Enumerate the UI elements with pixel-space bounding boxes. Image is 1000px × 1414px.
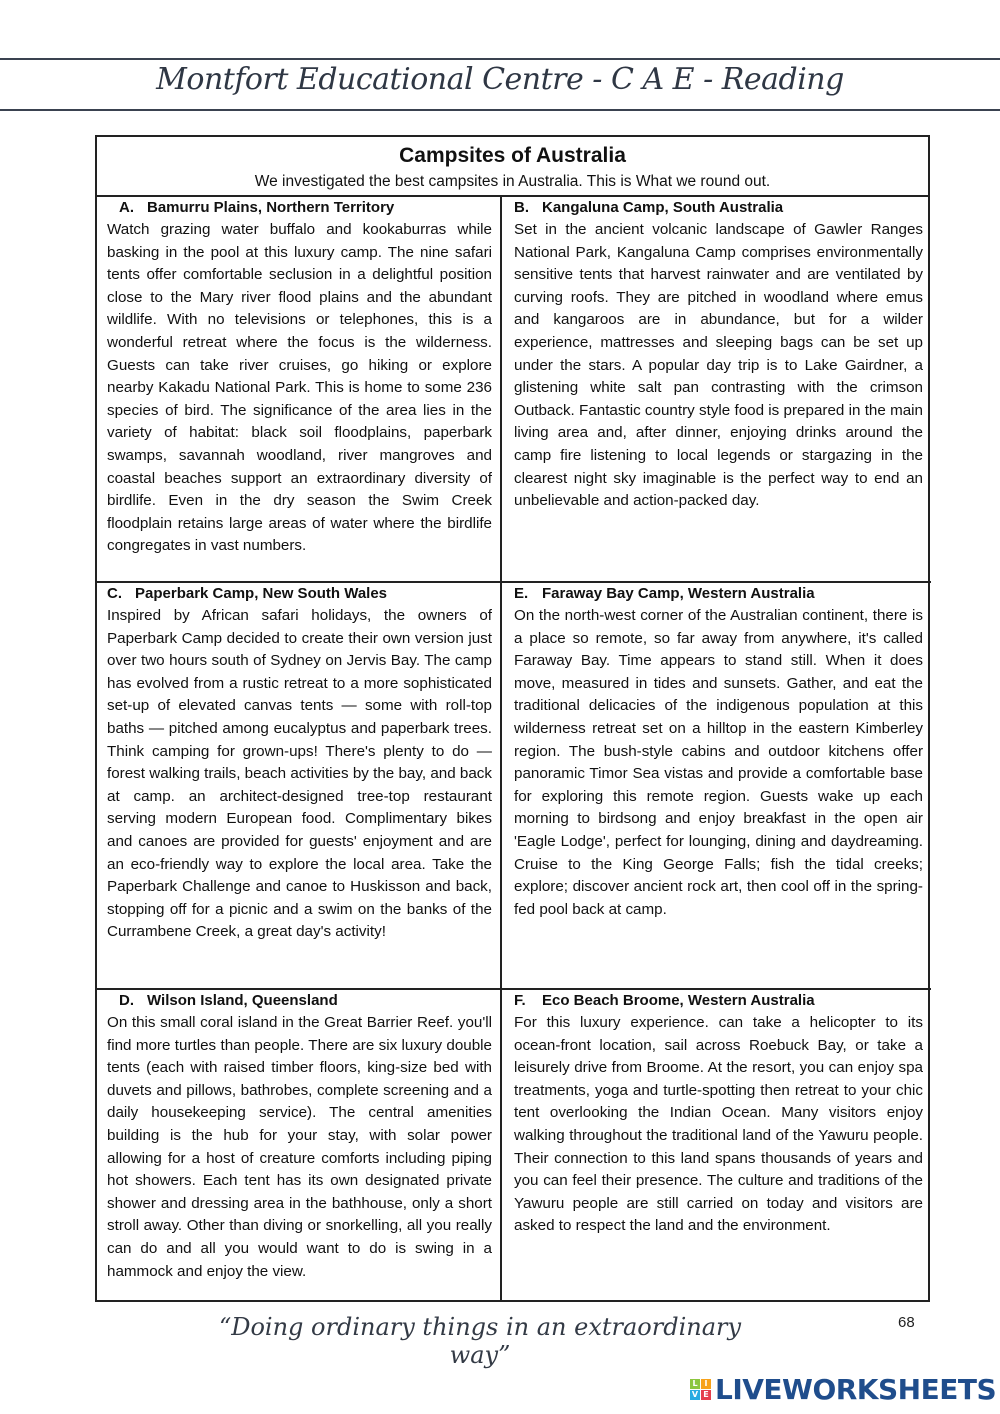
section-text: On this small coral island in the Great Barrier Reef. you'll find more turtles than people. There are six luxury double tents (each with raised timber floors, king-size bed with duvets and pillows, bathrobes, complete screening and a daily housekeeping service). The central amenities building is the hub for your stay, with solar power allowing for a host of creature comforts including piping hot showers. Each tent has its own designated private shower and dressing area in the bathhouse, only a short stroll away. Other than diving or snorkelling, all you really can do and all you would want to do is swing in a hammock and enjoy the view. — [107, 1014, 492, 1280]
section-a — [97, 197, 502, 581]
campsites-table — [95, 135, 930, 1302]
liveworksheets-logo-icon — [690, 1379, 711, 1400]
section-letter: B. — [514, 199, 529, 216]
section-d — [97, 988, 502, 1302]
header-rule-top — [0, 58, 1000, 60]
section-letter: E. — [514, 585, 529, 602]
section-heading — [107, 583, 492, 605]
logo-tile: L — [690, 1379, 700, 1389]
section-title: Wilson Island, Queensland — [147, 992, 338, 1009]
section-text: Set in the ancient volcanic landscape of Gawler Ranges National Park, Kangaluna Camp comprises environmentally sensitive tents that harvest rainwater and are ventilated by curving roofs. They are pitched in woodland where emus and kangaroos are in abundance, but for a wilder experience, mattresses and sleeping bags can be set up under the stars. A popular day trip is to Lake Gairdner, a glistening white salt pan contrasting with the crimson Outback. Fantastic country style food is prepared in the main living area and, after dinner, enjoying drinks around the camp fire listening to local legends or stargazing in the clearest night sky imaginable is the perfect way to end an unbelievable and action-packed day. — [514, 221, 923, 510]
logo-tile: I — [701, 1379, 711, 1389]
footer-motto: “Doing ordinary things in an extraordinary way” — [218, 1313, 742, 1369]
section-title: Faraway Bay Camp, Western Australia — [542, 585, 815, 602]
page-number: 68 — [898, 1314, 915, 1331]
section-heading — [514, 583, 923, 605]
logo-tile: E — [701, 1390, 711, 1400]
section-heading — [107, 990, 492, 1012]
section-text: Inspired by African safari holidays, the owners of Paperbark Camp decided to create their own version just over two hours south of Sydney on Jervis Bay. The camp has evolved from a rustic retreat to a more sophisticated set-up of elevated canvas tents — some with roll-top baths — pitched among eucalyptus and paperbark trees. Think camping for grown-ups! There's plenty to do — forest walking trails, beach activities by the bay, and back at camp. an architect-designed tree-top restaurant serving modern European food. Complimentary bikes and canoes are provided for guests' enjoyment and are an eco-friendly way to explore the local area. Take the Paperbark Challenge and canoe to Huskisson and back, stopping off for a picnic and a swim on the banks of the Currambene Creek, a great day's activity! — [107, 607, 492, 941]
section-heading — [107, 197, 492, 219]
section-c — [97, 581, 502, 988]
liveworksheets-brand — [690, 1372, 996, 1406]
section-title: Eco Beach Broome, Western Australia — [542, 992, 815, 1009]
logo-tile: V — [691, 1389, 699, 1399]
section-text: For this luxury experience. can take a helicopter to its ocean-front location, sail across Roebuck Bay, or take a leisurely drive from Broome. At the resort, you can enjoy spa treatments, yoga and turtle-spotting then retreat to your chic tent overlooking the Indian Ocean. Many visitors enjoy walking throughout the traditional land of the Yawuru people. Their connection to this land spans thousands of years and you can feel their presence. The culture and traditions of the Yawuru people are still carried on today and visitors are asked to respect the land and the environment. — [514, 1014, 923, 1235]
document-subtitle: We investigated the best campsites in Australia. This is What we round out. — [254, 173, 771, 190]
brand-name: LIVEWORKSHEETS — [715, 1372, 997, 1406]
section-letter: F. — [514, 992, 526, 1009]
section-text: On the north-west corner of the Australian continent, there is a place so remote, so far away from anywhere, it's called Faraway Bay. Time appears to stand still. When it does move, measured in tides and sunsets. Gather, and eat the traditional delicacies of the indigenous population at this wilderness retreat set on a hilltop in the eastern Kimberley region. The bush-style cabins and outdoor kitchens offer panoramic Timor Sea vistas and provide a comfortable base for exploring this remote region. Guests wake up each morning to birdsong and enjoy breakfast in the open air 'Eagle Lodge', perfect for lounging, dining and daydreaming. Cruise to the King George Falls; fish the tidal creeks; explore; discover ancient rock art, then cool off in the spring-fed pool back at camp. — [514, 607, 923, 918]
section-e — [502, 581, 931, 988]
page-header-title: Montfort Educational Centre - C A E - Reading — [156, 62, 844, 97]
document-title: Campsites of Australia — [399, 144, 626, 167]
section-text: Watch grazing water buffalo and kookaburras while basking in the pool at this luxury camp. The nine safari tents offer comfortable seclusion in a delightful position close to the Mary river flood plains and the abundant wildlife. With no televisions or telephones, this is a wonderful retreat where the focus is the wilderness. Guests can take river cruises, go hiking or explore nearby Kakadu National Park. This is home to some 236 species of bird. The significance of the area lies in the variety of habitat: black soil floodplains, paperbark swamps, savannah woodland, river mangroves and coastal beaches support an extraordinary diversity of birdlife. Even in the dry season the Swim Creek floodplain retains large areas of water where the birdlife congregates in vast numbers. — [107, 221, 492, 555]
section-title: Kangaluna Camp, South Australia — [542, 199, 784, 216]
section-f — [502, 988, 931, 1302]
section-b — [502, 197, 931, 581]
section-letter: A. — [119, 199, 134, 216]
section-heading — [514, 197, 923, 219]
header-rule-bottom — [0, 109, 1000, 111]
section-letter: D. — [119, 992, 134, 1009]
section-title: Bamurru Plains, Northern Territory — [147, 199, 395, 216]
section-letter: C. — [107, 585, 122, 602]
section-title: Paperbark Camp, New South Wales — [135, 585, 388, 602]
section-heading — [514, 990, 923, 1012]
table-header — [97, 137, 928, 197]
